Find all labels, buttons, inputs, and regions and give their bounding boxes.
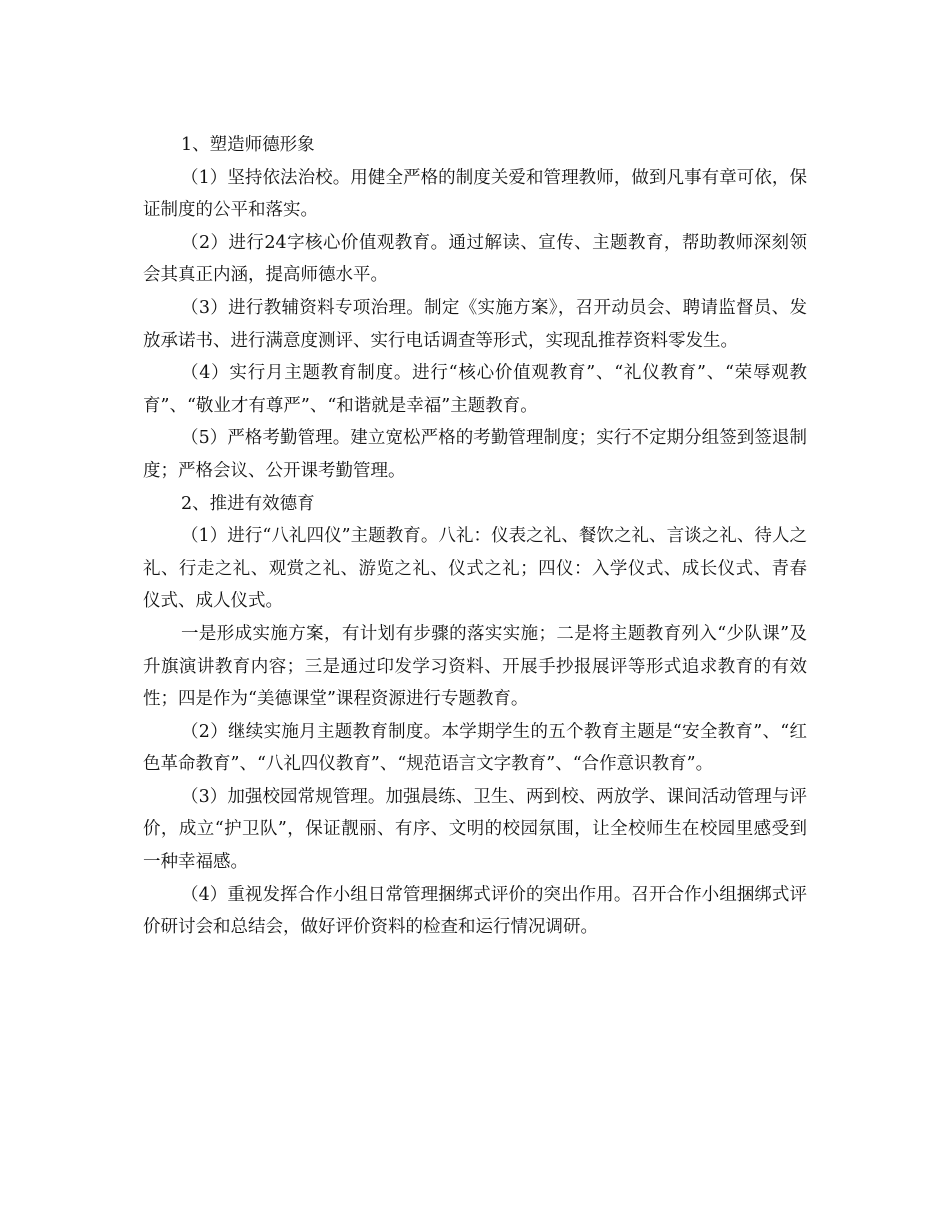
section-heading-2: 2、推进有效德育 bbox=[181, 493, 315, 514]
section-heading-1: 1、塑造师德形象 bbox=[181, 135, 315, 155]
paragraph: （3）进行教辅资料专项治理。制定《实施方案》，召开动员会、聘请监督员、发放承诺书、进行满意度测评、实行电话调查等形式，实现乱推荐资料零发生。 bbox=[143, 297, 807, 351]
paragraph: （3）加强校园常规管理。加强晨练、卫生、两到校、两放学、课间活动管理与评价，成立“护卫队”，保证靓丽、有序、文明的校园氛围，让全校师生在校园里感受到一种幸福感。 bbox=[143, 786, 807, 873]
paragraph: （1）进行“八礼四仪”主题教育。八礼：仪表之礼、餐饮之礼、言谈之礼、待人之礼、行走之礼、观赏之礼、游览之礼、仪式之礼；四仪：入学仪式、成长仪式、青春仪式、成人仪式。 bbox=[143, 526, 807, 612]
document-body bbox=[143, 129, 807, 944]
paragraph: （4）重视发挥合作小组日常管理捆绑式评价的突出作用。召开合作小组捆绑式评价研讨会和总结会，做好评价资料的检查和运行情况调研。 bbox=[143, 884, 807, 938]
paragraph: （4）实行月主题教育制度。进行“核心价值观教育”、“礼仪教育”、“荣辱观教育”、“敬业才有尊严”、“和谐就是幸福”主题教育。 bbox=[143, 363, 807, 416]
paragraph: （1）坚持依法治校。用健全严格的制度关爱和管理教师，做到凡事有章可依，保证制度的公平和落实。 bbox=[143, 167, 807, 221]
paragraph: （5）严格考勤管理。建立宽松严格的考勤管理制度；实行不定期分组签到签退制度；严格会议、公开课考勤管理。 bbox=[143, 428, 807, 481]
paragraph: 一是形成实施方案，有计划有步骤的落实实施；二是将主题教育列入“少队课”及升旗演讲教育内容；三是通过印发学习资料、开展手抄报展评等形式追求教育的有效性；四是作为“美德课堂”课程资源进行专题教育。 bbox=[143, 623, 807, 710]
paragraph: （2）继续实施月主题教育制度。本学期学生的五个教育主题是“安全教育”、“红色革命教育”、“八礼四仪教育”、“规范语言文字教育”、“合作意识教育”。 bbox=[143, 721, 807, 775]
paragraph: （2）进行24字核心价值观教育。通过解读、宣传、主题教育，帮助教师深刻领会其真正内涵，提高师德水平。 bbox=[143, 232, 807, 286]
